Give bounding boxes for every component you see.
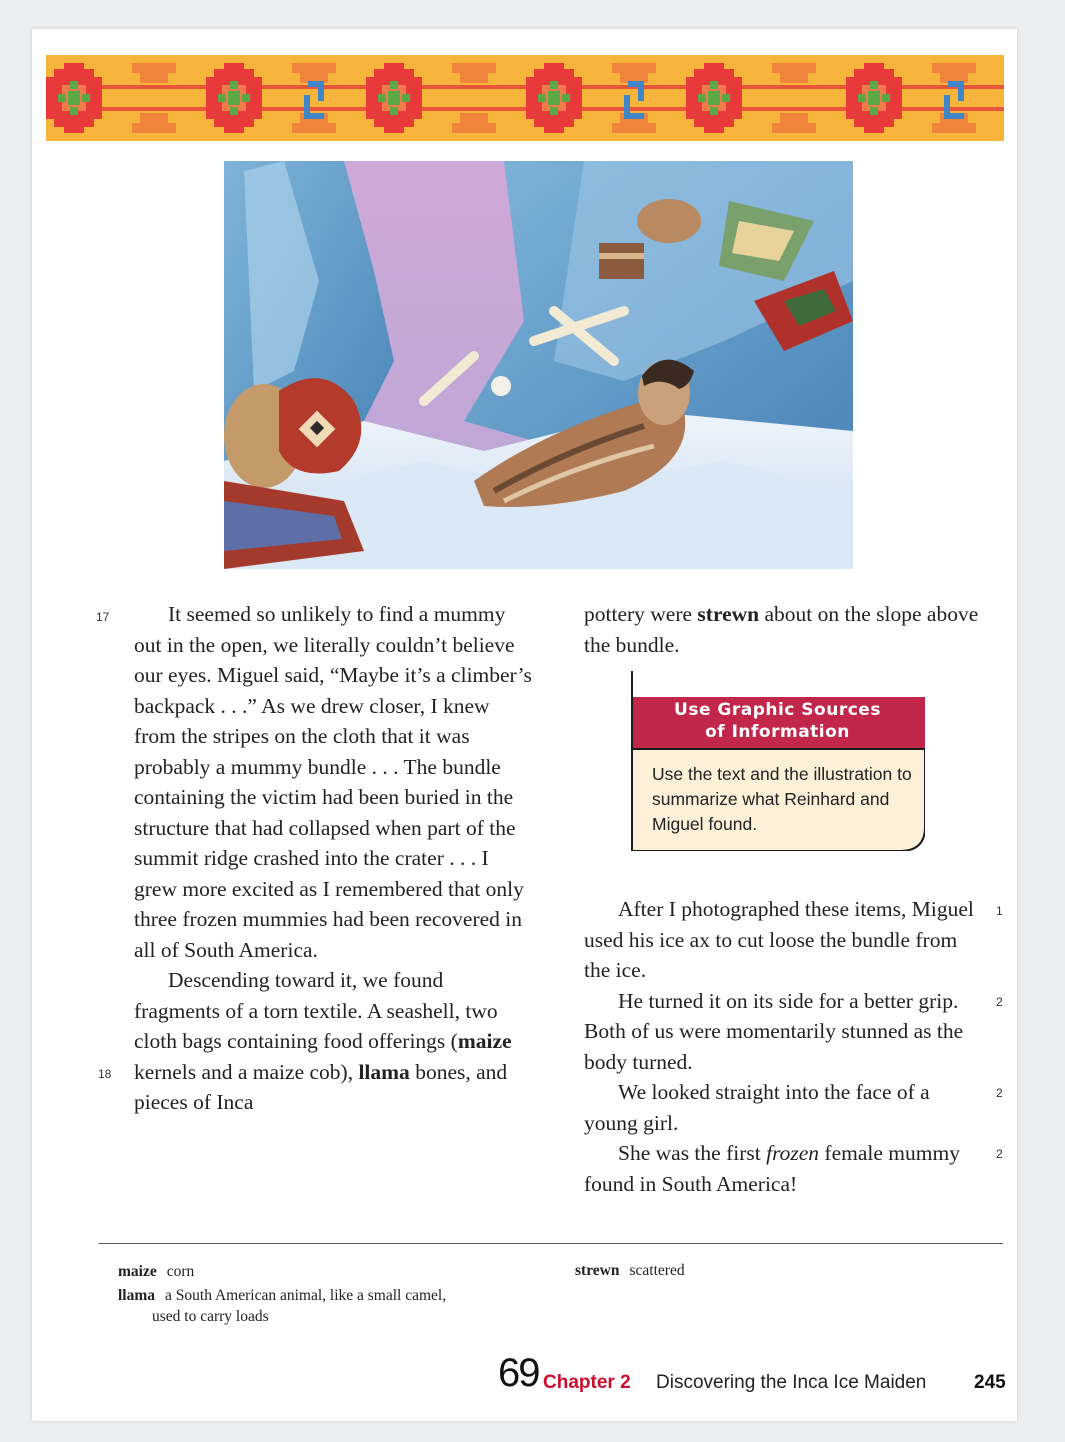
glossary-divider	[99, 1243, 1003, 1244]
left-column-text	[134, 599, 534, 1118]
glossary-llama: llama a South American animal, like a small camel, used to carry loads	[118, 1287, 447, 1325]
paragraph-number-20: 2	[996, 995, 1003, 1009]
right-column-text	[584, 894, 984, 1199]
paragraph-number-19: 1	[996, 904, 1003, 918]
vocab-llama: llama	[358, 1059, 410, 1084]
glossary-maize: maize corn	[118, 1263, 195, 1280]
paragraph-22: She was the first frozen female mummy found in South America!	[584, 1141, 960, 1196]
textbook-page	[32, 29, 1017, 1421]
chapter-title: Discovering the Inca Ice Maiden	[656, 1372, 927, 1393]
paragraph-number-21: 2	[996, 1086, 1003, 1100]
graphic-sources-title: Use Graphic Sources of Information	[674, 700, 881, 742]
paragraph-18-continued: pottery were strewn about on the slope above the bundle.	[584, 602, 979, 657]
right-column-continuation	[584, 599, 984, 660]
vocab-strewn: strewn	[697, 602, 760, 626]
paragraph-18: Descending toward it, we found fragments of a torn textile. A seashell, two cloth bags containing food offerings (maize kernels and a maize cob), llama bones, and pieces of Inca	[134, 968, 512, 1114]
graphic-sources-prompt: Use the text and the illustration to summarize what Reinhard and Miguel found.	[652, 764, 912, 834]
glossary-strewn: strewn scattered	[575, 1262, 685, 1279]
vocab-maize: maize	[457, 1029, 512, 1053]
book-page-number: 245	[974, 1372, 1006, 1393]
paragraph-19: After I photographed these items, Miguel used his ice ax to cut loose the bundle from the ice.	[584, 897, 974, 982]
paragraph-17: It seemed so unlikely to find a mummy out in the open, we literally couldn’t believe our eyes. Miguel said, “Maybe it’s a climber’s backpack . . .” As we drew closer, I knew from the stripes on the cloth that it was probably a mummy bundle . . . The bundle containing the victim had been buried in the structure that had collapsed when part of the summit ridge crashed into the crater . . . I grew more excited as I remembered that only three frozen mummies had been recovered in all of South America.	[134, 602, 532, 962]
paragraph-20: He turned it on its side for a better grip. Both of us were momentarily stunned as the body turned.	[584, 988, 964, 1074]
mummy-discovery-illustration	[224, 161, 853, 569]
paragraph-21: We looked straight into the face of a young girl.	[584, 1080, 930, 1135]
paragraph-number-18: 18	[98, 1067, 112, 1081]
chapter-label: Chapter 2	[543, 1372, 631, 1393]
paragraph-number-17: 17	[96, 610, 110, 624]
paragraph-number-22: 2	[996, 1147, 1003, 1161]
page-number: 69	[498, 1351, 539, 1395]
inca-pattern-border	[46, 55, 1004, 141]
graphic-sources-callout	[630, 669, 925, 851]
